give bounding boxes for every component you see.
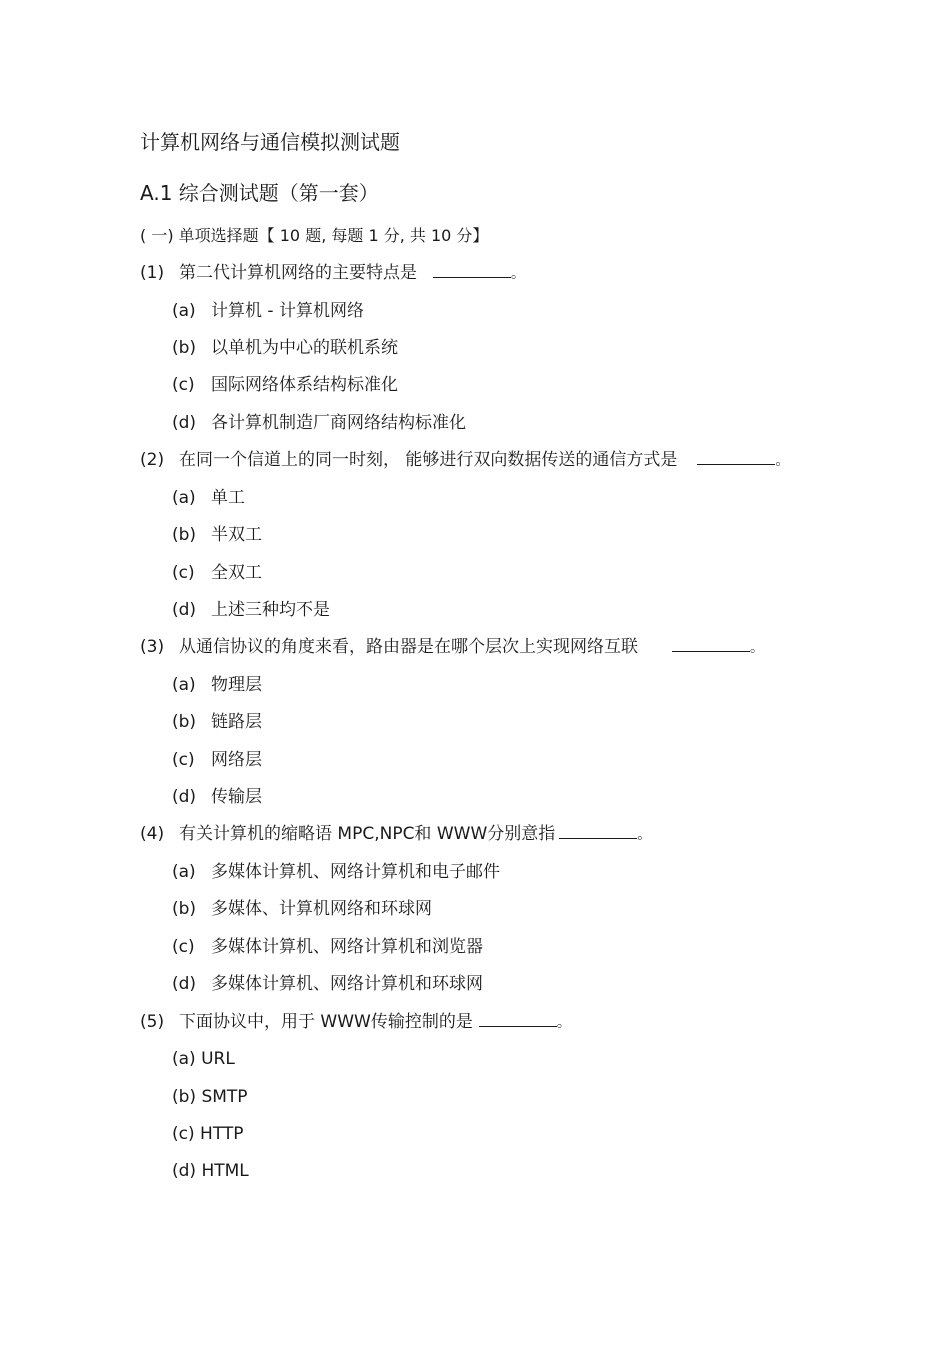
answer-blank: [697, 449, 775, 465]
option-text: 各计算机制造厂商网络结构标准化: [211, 413, 466, 433]
option-label: (b): [172, 712, 197, 732]
option-label: (c): [172, 750, 195, 770]
question-number: (2): [140, 450, 165, 470]
option-label: (a): [172, 862, 196, 882]
document-title: 计算机网络与通信模拟测试题: [140, 130, 400, 154]
option-text: 国际网络体系结构标准化: [211, 375, 398, 395]
question-number: (4): [140, 824, 165, 844]
option-text: 上述三种均不是: [211, 600, 330, 620]
option-label: (d): [172, 787, 197, 807]
question-text: 在同一个信道上的同一时刻， 能够进行双向数据传送的通信方式是 。: [179, 450, 790, 470]
option-text: 多媒体计算机、网络计算机和浏览器: [211, 937, 483, 957]
option-label: (d): [172, 974, 197, 994]
question-text: 下面协议中，用于 WWW传输控制的是 。: [179, 1012, 571, 1032]
answer-blank: [479, 1011, 557, 1027]
option-text: 物理层: [211, 675, 262, 695]
option-text: 计算机 - 计算机网络: [211, 301, 364, 321]
option-text: 传输层: [211, 787, 262, 807]
option-text: 单工: [211, 488, 245, 508]
option-label-and-text: (a) URL: [172, 1049, 235, 1069]
option-label: (c): [172, 375, 195, 395]
section-heading: ( 一) 单项选择题【 10 题, 每题 1 分, 共 10 分】: [140, 226, 489, 245]
question-text: 有关计算机的缩略语 MPC,NPC和 WWW分别意指 。: [179, 824, 652, 844]
option-text: 以单机为中心的联机系统: [211, 338, 398, 358]
option-label: (b): [172, 899, 197, 919]
option-text: 网络层: [211, 750, 262, 770]
option-text: 多媒体计算机、网络计算机和环球网: [211, 974, 483, 994]
question-number: (1): [140, 263, 165, 283]
option-label: (a): [172, 675, 196, 695]
question-text: 第二代计算机网络的主要特点是 。: [179, 263, 525, 283]
question-text: 从通信协议的角度来看，路由器是在哪个层次上实现网络互联 。: [179, 637, 764, 657]
option-label-and-text: (b) SMTP: [172, 1087, 248, 1107]
answer-blank: [559, 823, 637, 839]
option-text: 半双工: [211, 525, 262, 545]
option-label-and-text: (d) HTML: [172, 1161, 249, 1181]
option-label: (d): [172, 413, 197, 433]
option-text: 多媒体计算机、网络计算机和电子邮件: [211, 862, 500, 882]
answer-blank: [433, 262, 511, 278]
option-text: 多媒体、计算机网络和环球网: [211, 899, 432, 919]
option-label: (a): [172, 301, 196, 321]
answer-blank: [672, 636, 750, 652]
option-label: (d): [172, 600, 197, 620]
option-label: (c): [172, 937, 195, 957]
option-label: (b): [172, 338, 197, 358]
question-number: (5): [140, 1012, 165, 1032]
option-text: 全双工: [211, 563, 262, 583]
option-label: (b): [172, 525, 197, 545]
document-subtitle: A.1 综合测试题（第一套）: [140, 181, 379, 205]
option-text: 链路层: [211, 712, 262, 732]
question-number: (3): [140, 637, 165, 657]
option-label: (c): [172, 563, 195, 583]
option-label: (a): [172, 488, 196, 508]
option-label-and-text: (c) HTTP: [172, 1124, 244, 1144]
